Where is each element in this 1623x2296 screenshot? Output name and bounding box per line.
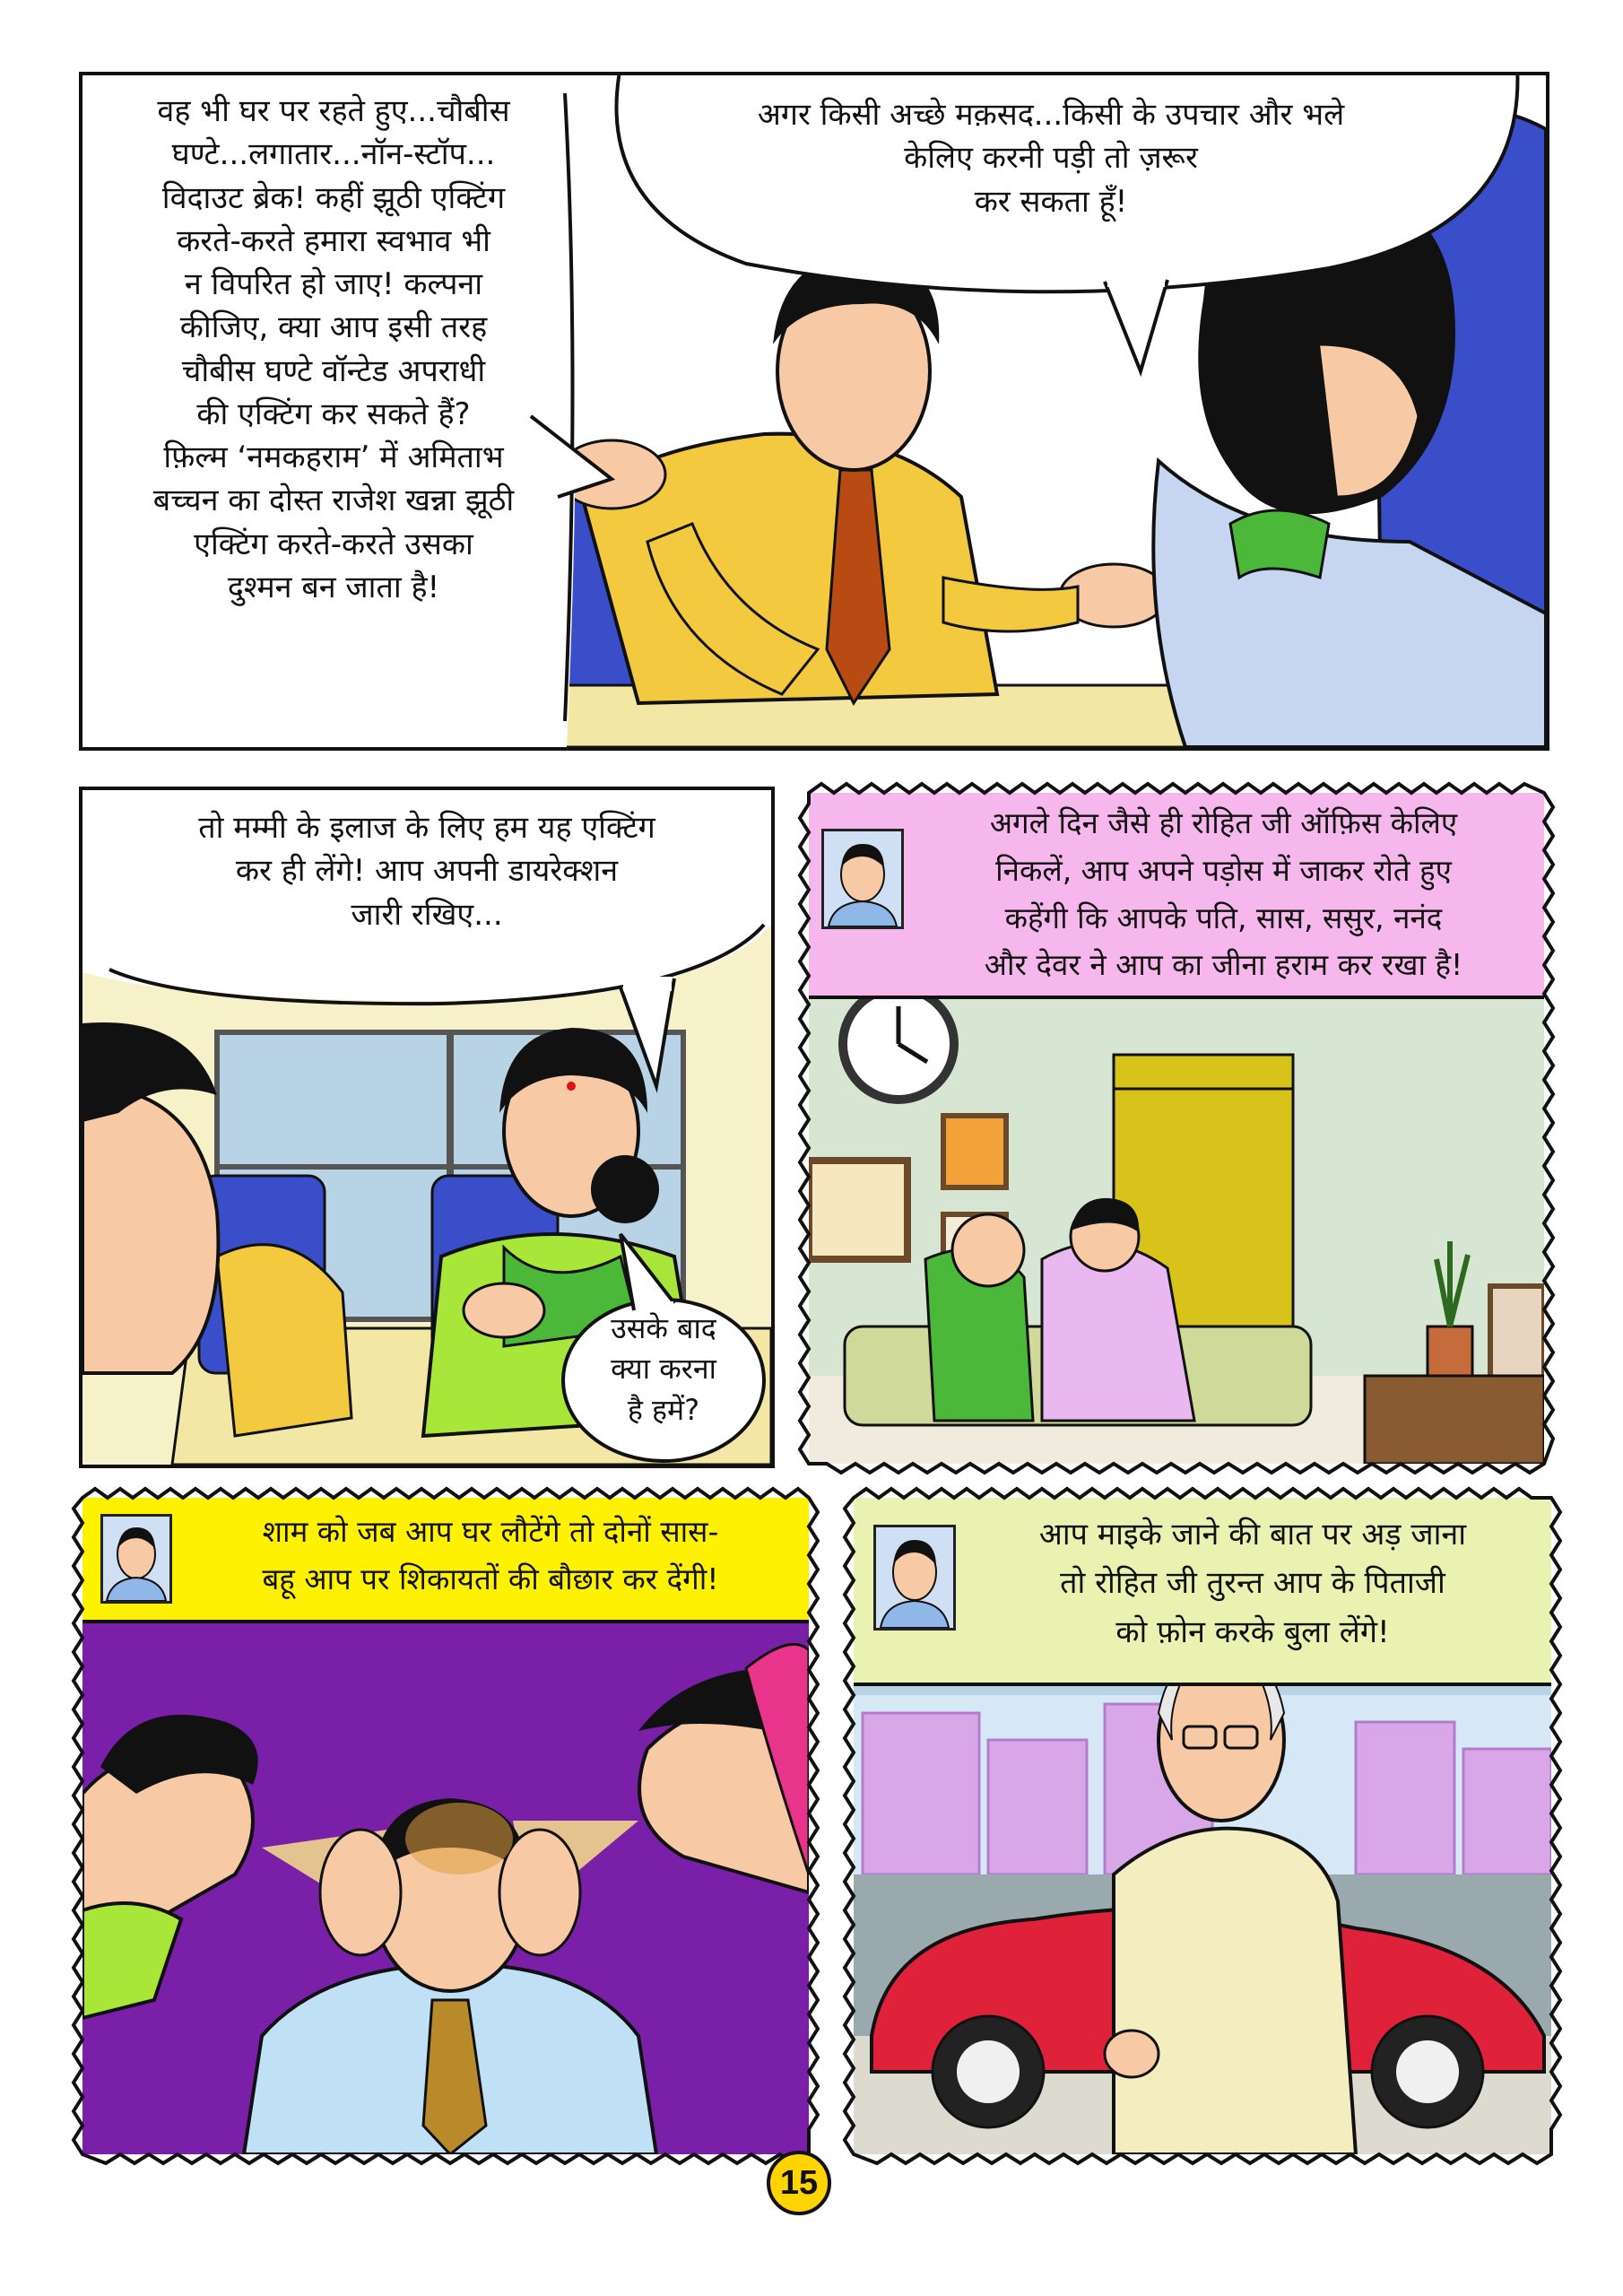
bubble-line: जारी रखिए... — [351, 896, 503, 933]
bubble-line: दुश्मन बन जाता है! — [227, 569, 440, 605]
panel-3-zigzag-border — [796, 780, 1557, 1476]
bubble-line: घण्टे...लगातार...नॉन-स्टॉप... — [171, 136, 496, 173]
bubble-line: क्या करना — [611, 1352, 716, 1387]
panel-1 — [79, 72, 1549, 751]
caption-line: आप माइके जाने की बात पर अड़ जाना — [1038, 1517, 1467, 1552]
bubble-line: कर सकता हूँ! — [974, 183, 1128, 220]
speech-bubble-small — [549, 1274, 764, 1463]
bubble-line: करते-करते हमारा स्वभाव भी — [177, 222, 490, 259]
panel-5 — [841, 1485, 1564, 2167]
panel-5-zigzag-border — [841, 1485, 1564, 2167]
speech-bubble-small-text — [565, 1309, 762, 1431]
bubble-line: कीजिए, क्या आप इसी तरह — [179, 309, 488, 346]
caption-line: को फ़ोन करके बुला लेंगे! — [1115, 1613, 1390, 1650]
speech-bubble-top — [82, 790, 771, 1014]
speech-bubble-right-text — [621, 93, 1481, 223]
speech-bubble-left — [82, 75, 585, 747]
caption-line: तो रोहित जी तुरन्त आप के पिताजी — [1060, 1565, 1445, 1602]
bubble-line: विदाउट ब्रेक! कहीं झूठी एक्टिंग — [161, 179, 506, 216]
caption-line: और देवर ने आप का जीना हराम कर रखा है! — [984, 947, 1463, 983]
bubble-line: न विपरित हो जाए! कल्पना — [184, 266, 483, 303]
caption-line: शाम को जब आप घर लौटेंगे तो दोनों सास- — [262, 1514, 719, 1549]
panel-4 — [70, 1485, 821, 2167]
bubble-line: तो मम्मी के इलाज के लिए हम यह एक्टिंग — [198, 810, 655, 846]
page-number: 15 — [767, 2151, 831, 2215]
speech-bubble-right — [585, 75, 1526, 300]
speech-bubble-left-text — [82, 90, 585, 609]
bubble-line: उसके बाद — [611, 1311, 716, 1345]
bubble-line: अगर किसी अच्छे मक़सद...किसी के उपचार और भले — [757, 97, 1345, 133]
bubble-line: वह भी घर पर रहते हुए...चौबीस — [157, 93, 510, 129]
caption-line: अगले दिन जैसे ही रोहित जी ऑफ़िस केलिए — [989, 805, 1458, 840]
bubble-line: की एक्टिंग कर सकते हैं? — [196, 396, 471, 432]
panel-4-zigzag-border — [70, 1485, 821, 2167]
caption-line: बहू आप पर शिकायतों की बौछार कर देंगी! — [262, 1561, 719, 1596]
speech-bubble-top-text — [91, 806, 762, 936]
bubble-line: एक्टिंग करते-करते उसका — [194, 526, 473, 562]
bubble-line: चौबीस घण्टे वॉन्टेड अपराधी — [181, 352, 486, 389]
bubble-line: बच्चन का दोस्त राजेश खन्ना झूठी — [152, 483, 515, 519]
bubble-line: है हमें? — [627, 1392, 700, 1427]
bubble-line: केलिए करनी पड़ी तो ज़रूर — [904, 140, 1198, 177]
caption-line: निकलें, आप अपने पड़ोस में जाकर रोते हुए — [995, 852, 1452, 888]
bubble-line: फ़िल्म ‘नमकहराम’ में अमिताभ — [163, 439, 504, 476]
caption-line: कहेंगी कि आपके पति, सास, ससुर, ननंद — [1004, 900, 1443, 935]
bubble-line: कर ही लेंगे! आप अपनी डायरेक्शन — [235, 853, 619, 890]
panel-2 — [79, 787, 775, 1468]
panel-3 — [796, 780, 1557, 1476]
